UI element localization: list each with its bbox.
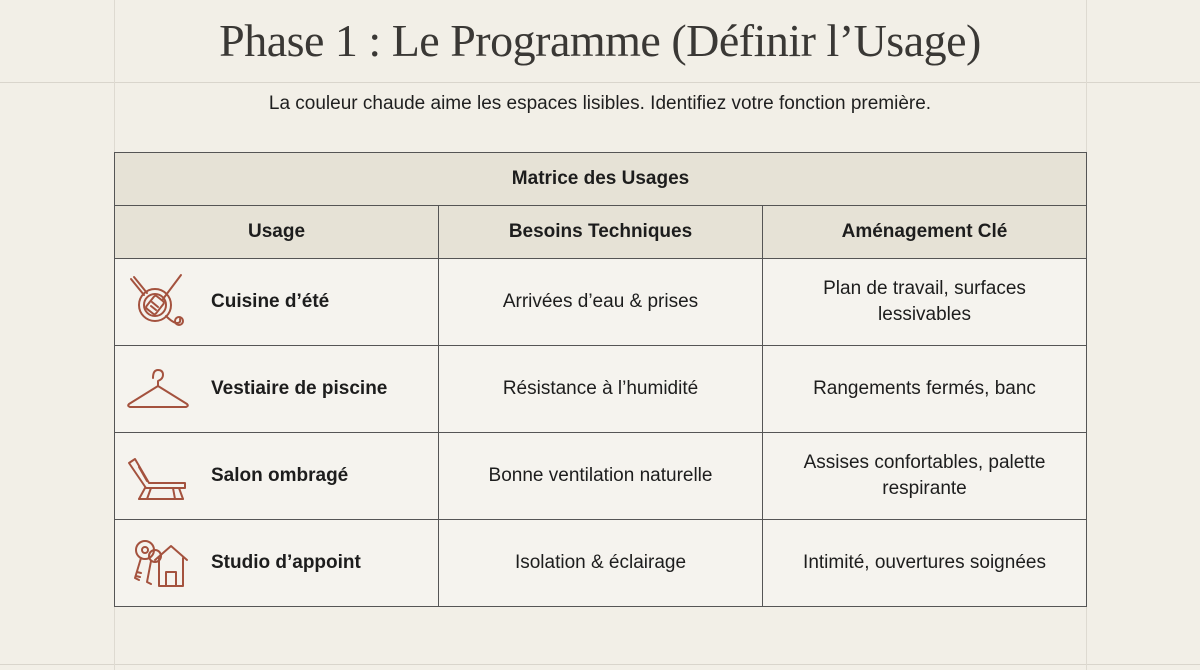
- guide-line: [0, 664, 1200, 665]
- table-row: [115, 259, 1087, 346]
- usage-label: Studio d’appoint: [211, 552, 361, 573]
- usage-label: Cuisine d’été: [211, 291, 330, 312]
- amenagement-cell: Assises confortables, palette respirante: [763, 433, 1087, 520]
- usage-cell: [115, 346, 439, 433]
- guide-line: [0, 82, 1200, 83]
- usage-cell: [115, 433, 439, 520]
- amenagement-cell: Rangements fermés, banc: [763, 346, 1087, 433]
- table-row: [115, 520, 1087, 607]
- usage-cell: [115, 259, 439, 346]
- page-subtitle: La couleur chaude aime les espaces lisibles. Identifiez votre fonction première.: [268, 93, 932, 114]
- table-caption: Matrice des Usages: [115, 153, 1087, 206]
- usage-label: Salon ombragé: [211, 465, 349, 486]
- usage-cell: [115, 520, 439, 607]
- page-title: Phase 1 : Le Programme (Définir l’Usage): [219, 15, 981, 66]
- amenagement-cell: Intimité, ouvertures soignées: [763, 520, 1087, 607]
- besoins-cell: Résistance à l’humidité: [439, 346, 763, 433]
- table-header-row: [115, 206, 1087, 259]
- column-header-besoins: Besoins Techniques: [439, 206, 763, 259]
- hanger-icon: [125, 356, 191, 422]
- table-row: [115, 346, 1087, 433]
- pan-spatula-icon: [125, 269, 191, 335]
- amenagement-cell: Plan de travail, surfaces lessivables: [763, 259, 1087, 346]
- column-header-amenagement: Aménagement Clé: [763, 206, 1087, 259]
- lounge-chair-icon: [125, 443, 191, 509]
- besoins-cell: Bonne ventilation naturelle: [439, 433, 763, 520]
- table-caption-row: [115, 153, 1087, 206]
- usage-label: Vestiaire de piscine: [211, 378, 388, 399]
- column-header-usage: Usage: [115, 206, 439, 259]
- house-key-icon: [125, 530, 191, 596]
- besoins-cell: Isolation & éclairage: [439, 520, 763, 607]
- besoins-cell: Arrivées d’eau & prises: [439, 259, 763, 346]
- table-row: [115, 433, 1087, 520]
- usage-matrix-table: [114, 152, 1087, 607]
